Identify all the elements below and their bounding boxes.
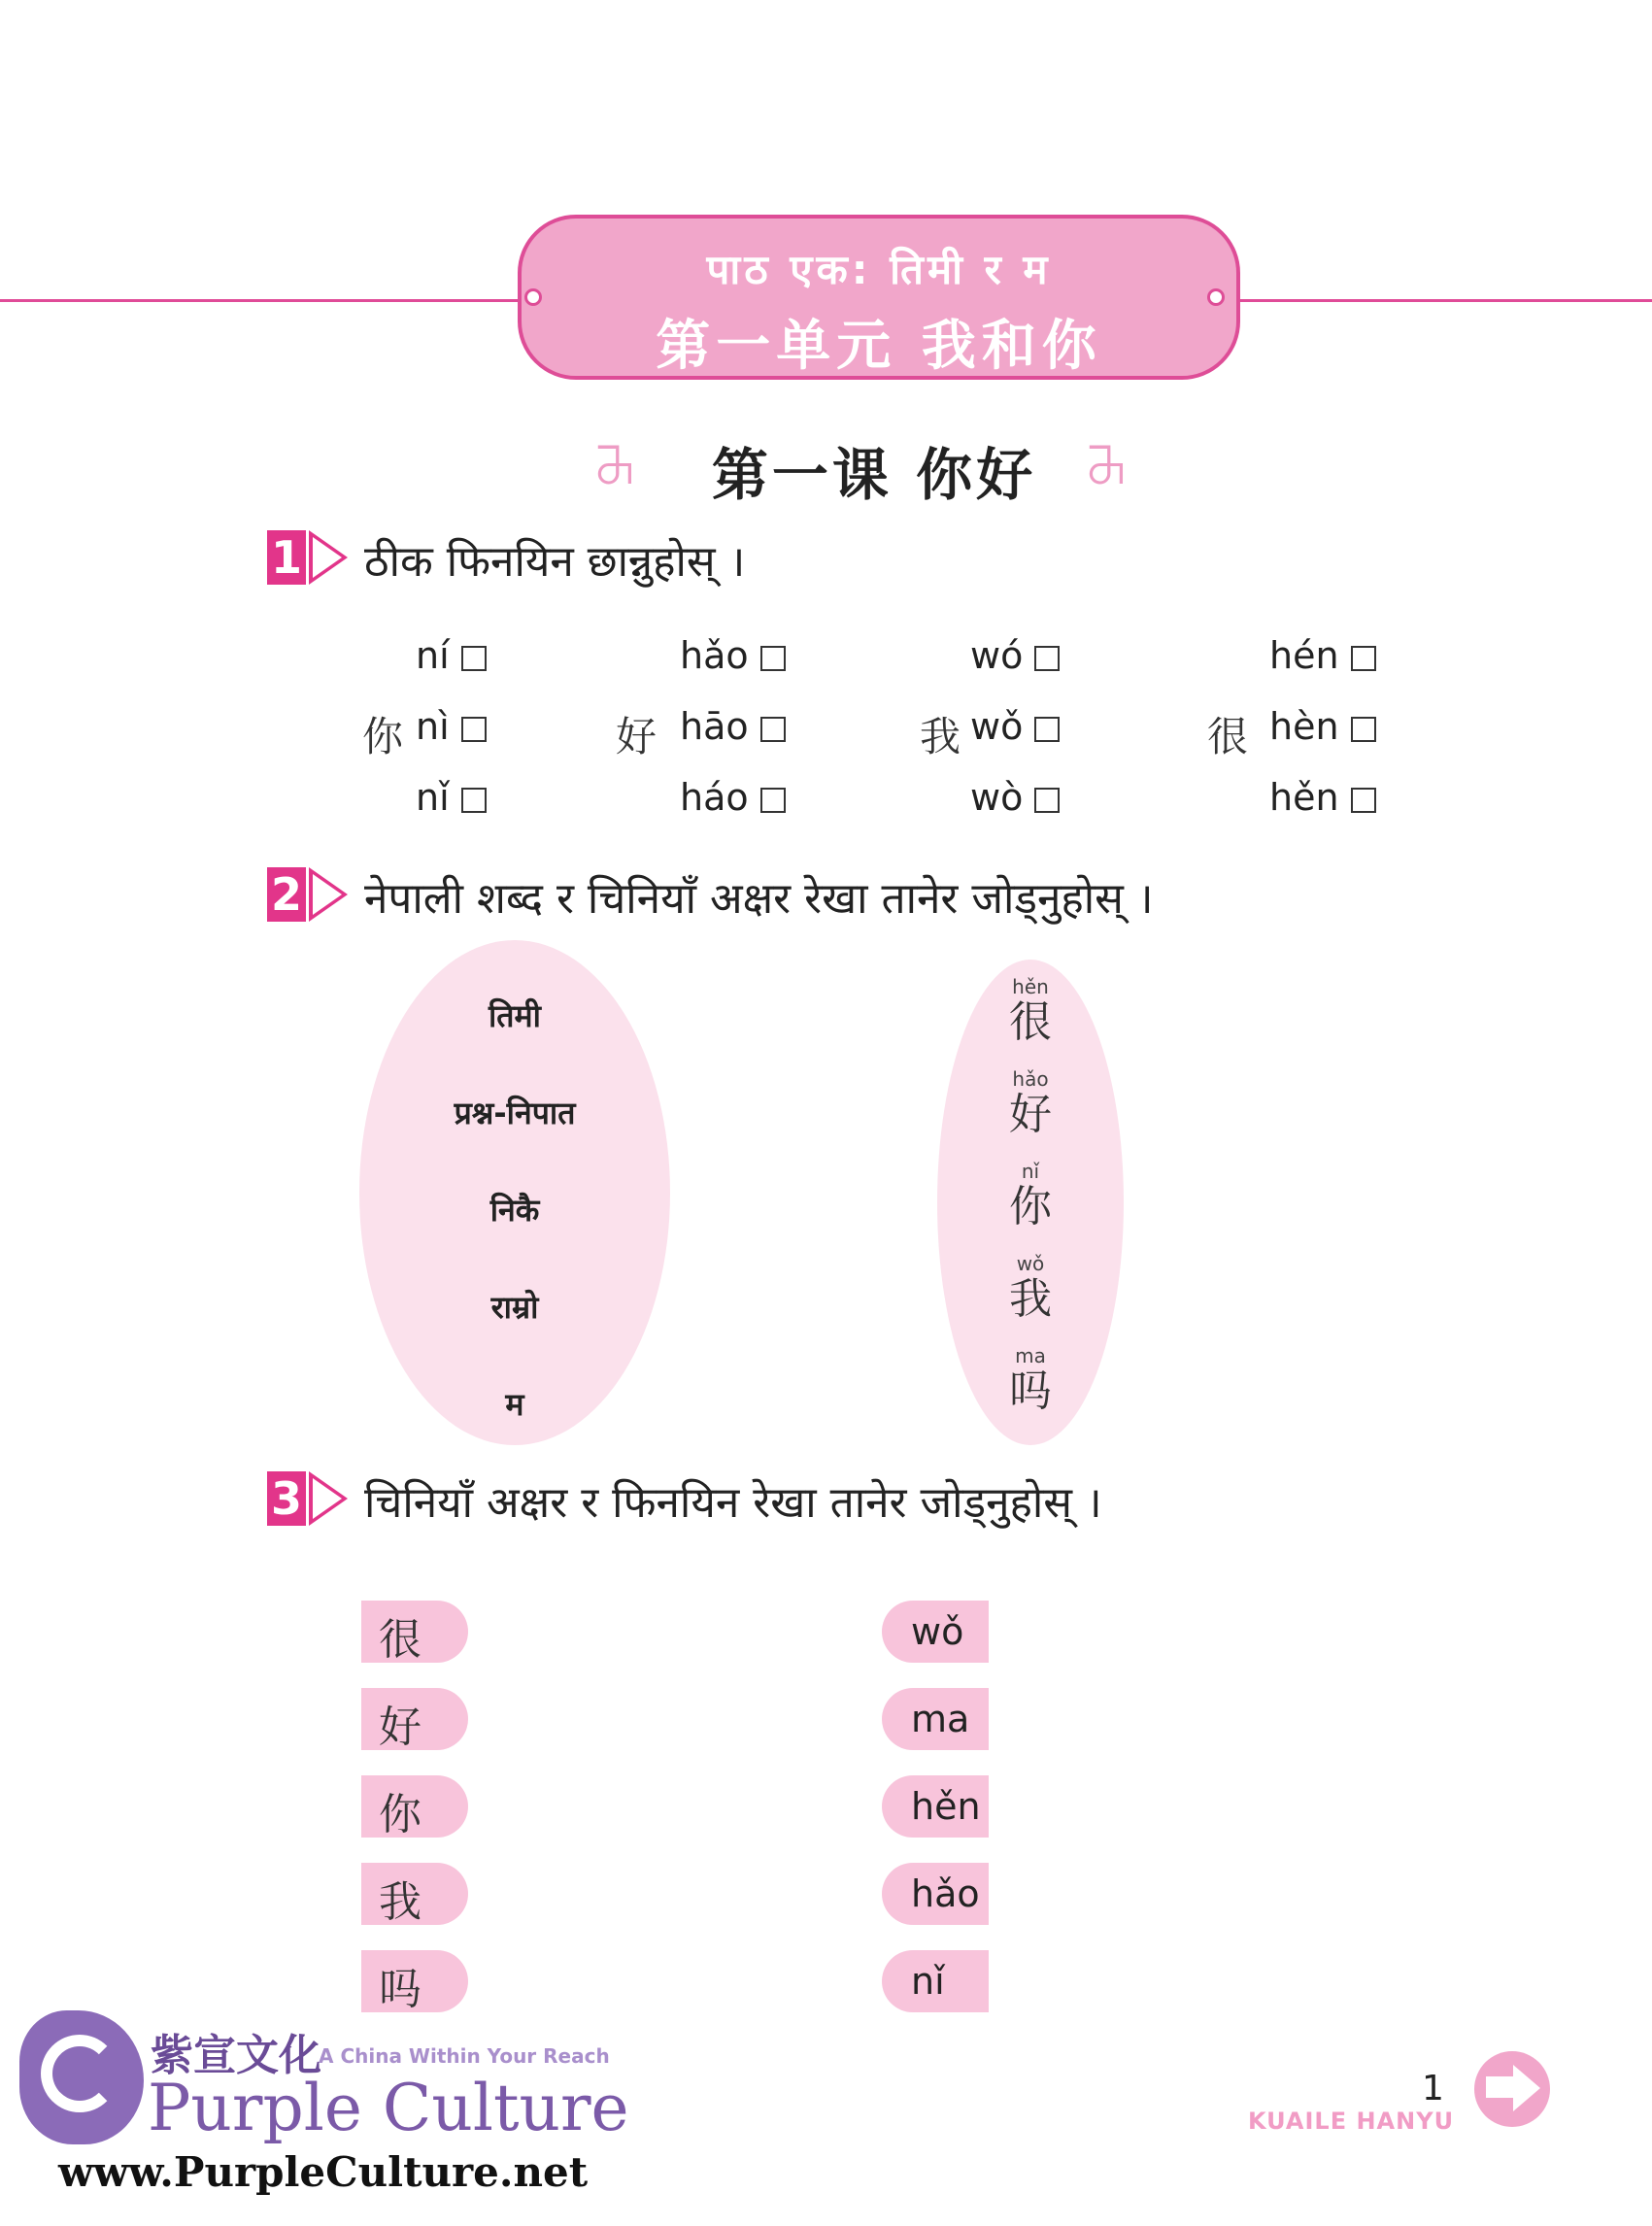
char-tag[interactable]: 吗 xyxy=(361,1950,468,2012)
checkbox[interactable] xyxy=(1351,717,1376,742)
pair-pinyin: hěn xyxy=(1012,975,1049,998)
checkbox[interactable] xyxy=(760,717,786,742)
ex1-option[interactable]: hèn xyxy=(1269,705,1376,748)
next-page-icon[interactable] xyxy=(1474,2051,1550,2127)
exercise-1-number: 1 xyxy=(267,530,306,585)
ex1-option[interactable]: nǐ xyxy=(416,776,487,819)
ex1-option[interactable]: háo xyxy=(680,776,786,819)
char-pair[interactable] xyxy=(972,1161,1089,1232)
checkbox[interactable] xyxy=(1351,788,1376,813)
pair-char: 很 xyxy=(1009,997,1052,1047)
char-pair[interactable] xyxy=(972,976,1089,1048)
ex1-option[interactable]: hěn xyxy=(1269,776,1376,819)
ornament-left-icon: ꔕ xyxy=(594,435,635,496)
ex1-char: 你 xyxy=(362,713,404,760)
exercise-3-instruction: चिनियाँ अक्षर र फिनयिन रेखा तानेर जोड्नुहोस् । xyxy=(364,1478,1102,1528)
series-name: KUAILE HANYU xyxy=(1248,2108,1455,2135)
ex1-option[interactable]: hǎo xyxy=(680,634,786,677)
checkbox[interactable] xyxy=(760,788,786,813)
ex1-char: 我 xyxy=(920,713,961,760)
pair-pinyin: ma xyxy=(1015,1344,1046,1367)
checkbox[interactable] xyxy=(461,646,487,671)
char-tag[interactable]: 好 xyxy=(361,1688,468,1750)
checkbox[interactable] xyxy=(1034,788,1060,813)
char-tag[interactable]: 我 xyxy=(361,1863,468,1925)
checkbox[interactable] xyxy=(461,717,487,742)
ex1-char: 很 xyxy=(1207,713,1249,760)
char-pair[interactable] xyxy=(972,1068,1089,1140)
ex1-option[interactable]: ní xyxy=(416,634,487,677)
ex1-option[interactable]: wó xyxy=(970,634,1060,677)
nepali-word[interactable]: तिमी xyxy=(489,997,541,1034)
nepali-word[interactable]: म xyxy=(505,1386,524,1423)
ex1-option[interactable]: hén xyxy=(1269,634,1376,677)
checkbox[interactable] xyxy=(1034,717,1060,742)
exercise-1-arrow-icon xyxy=(309,530,348,585)
char-pair[interactable] xyxy=(972,1253,1089,1325)
unit-subtitle: पाठ एक: तिमी र म xyxy=(706,246,1052,293)
brand-chinese: 紫宣文化 xyxy=(151,2031,321,2080)
brand-name: Purple Culture xyxy=(148,2071,629,2145)
checkbox[interactable] xyxy=(1034,646,1060,671)
pair-char: 你 xyxy=(1009,1182,1052,1231)
brand-url[interactable]: www.PurpleCulture.net xyxy=(58,2148,589,2196)
exercise-3-number: 3 xyxy=(267,1471,306,1526)
pair-char: 好 xyxy=(1009,1090,1052,1139)
char-tag[interactable]: 很 xyxy=(361,1601,468,1663)
exercise-2-instruction: नेपाली शब्द र चिनियाँ अक्षर रेखा तानेर जोड्नुहोस् । xyxy=(364,874,1154,924)
ex1-option[interactable]: nì xyxy=(416,705,487,748)
page-number: 1 xyxy=(1422,2069,1444,2108)
pinyin-tag[interactable]: wǒ xyxy=(882,1601,989,1663)
nepali-word[interactable]: राम्रो xyxy=(490,1289,539,1326)
checkbox[interactable] xyxy=(1351,646,1376,671)
exercise-2-arrow-icon xyxy=(309,867,348,922)
pinyin-tag[interactable]: hǎo xyxy=(882,1863,989,1925)
pinyin-tag[interactable]: hěn xyxy=(882,1775,989,1838)
pinyin-tag[interactable]: nǐ xyxy=(882,1950,989,2012)
nepali-word[interactable]: प्रश्न-निपात xyxy=(454,1095,576,1131)
unit-title: 第一单元 我和你 xyxy=(656,315,1102,378)
lesson-title: 第一课 你好 xyxy=(711,442,1037,508)
header-rule-right xyxy=(1233,299,1652,302)
header-rule-left xyxy=(0,299,524,302)
exercise-1-instruction: ठीक फिनयिन छान्नुहोस् । xyxy=(364,537,746,587)
nepali-word[interactable]: निकै xyxy=(489,1192,540,1229)
ex1-option[interactable]: wǒ xyxy=(970,705,1060,748)
pair-char: 我 xyxy=(1009,1274,1052,1324)
pair-char: 吗 xyxy=(1009,1366,1052,1416)
pair-pinyin: hǎo xyxy=(1012,1067,1049,1091)
ornament-right-icon: ꔕ xyxy=(1086,435,1127,496)
pair-pinyin: wǒ xyxy=(1016,1252,1045,1275)
logo-swirl-icon xyxy=(41,2035,118,2112)
char-pair[interactable] xyxy=(972,1345,1089,1417)
exercise-3-arrow-icon xyxy=(309,1471,348,1526)
pinyin-tag[interactable]: ma xyxy=(882,1688,989,1750)
brand-tagline: A China Within Your Reach xyxy=(319,2044,610,2068)
exercise-2-number: 2 xyxy=(267,867,306,922)
char-tag[interactable]: 你 xyxy=(361,1775,468,1838)
ex1-char: 好 xyxy=(616,713,657,760)
checkbox[interactable] xyxy=(760,646,786,671)
pair-pinyin: nǐ xyxy=(1021,1160,1040,1183)
ex1-option[interactable]: wò xyxy=(970,776,1060,819)
ex1-option[interactable]: hāo xyxy=(680,705,786,748)
checkbox[interactable] xyxy=(461,788,487,813)
